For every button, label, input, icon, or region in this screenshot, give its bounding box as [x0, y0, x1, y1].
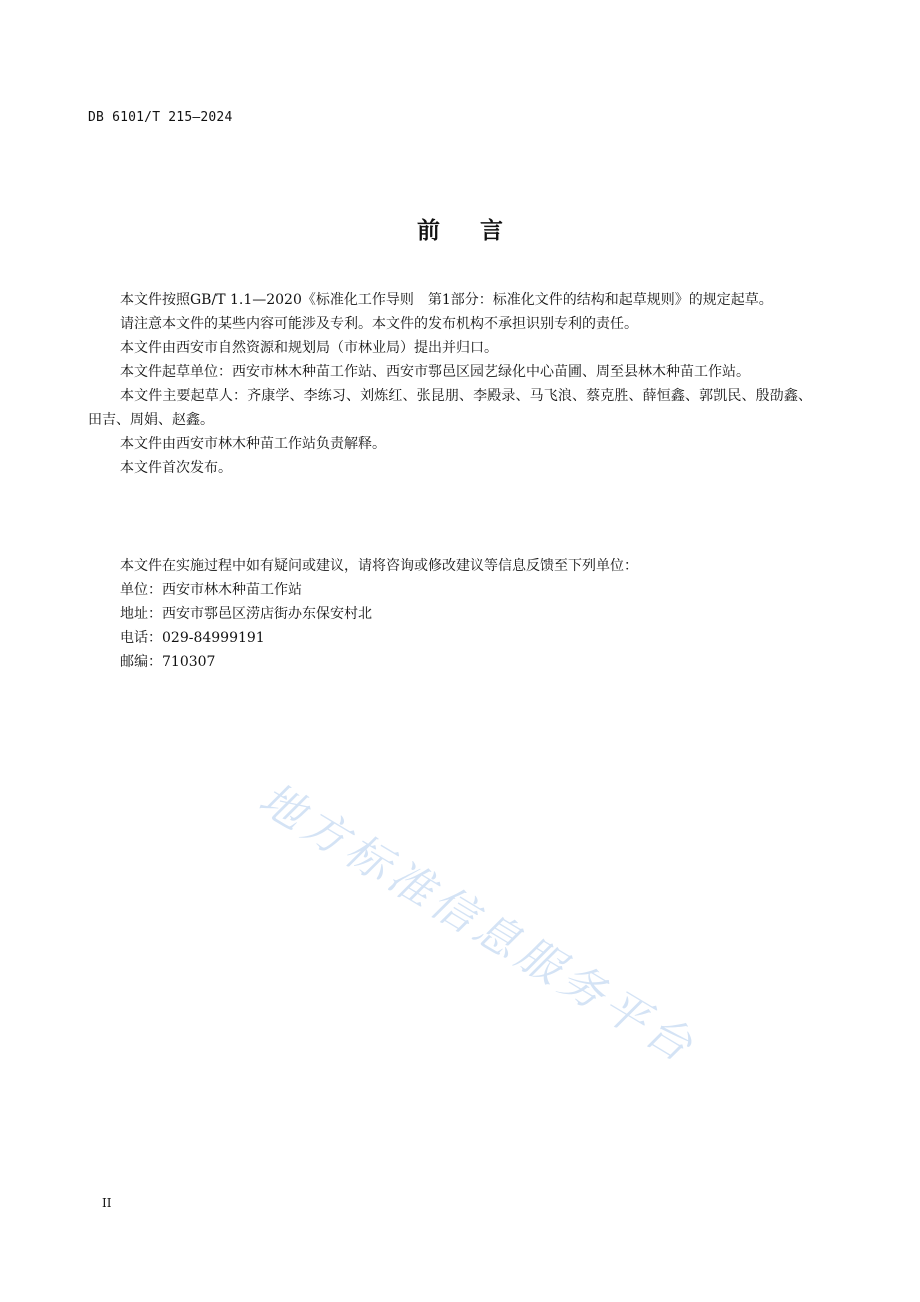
feedback-address: 地址：西安市鄠邑区涝店街办东保安村北 — [120, 606, 372, 622]
paragraph-proposer: 本文件由西安市自然资源和规划局（市林业局）提出并归口。 — [120, 340, 498, 356]
watermark-text: 地方标准信息服务平台 — [250, 773, 706, 1075]
paragraph-drafters: 本文件主要起草人：齐康学、李练习、刘炼红、张昆朋、李殿录、马飞浪、蔡克胜、薛恒鑫、郭凯民、殷劭鑫、田吉、周娟、赵鑫。 — [88, 388, 812, 428]
paragraph-drafting-rules: 本文件按照GB/T 1.1—2020《标准化工作导则 第1部分：标准化文件的结构和起草规则》的规定起草。 — [120, 292, 773, 308]
feedback-postcode: 邮编：710307 — [120, 654, 216, 670]
feedback-unit: 单位：西安市林木种苗工作站 — [120, 582, 302, 598]
paragraph-interpretation: 本文件由西安市林木种苗工作站负责解释。 — [120, 436, 386, 452]
preface-body — [88, 288, 812, 480]
page-title: 前言 — [417, 218, 543, 244]
feedback-section — [88, 554, 812, 674]
document-code: DB 6101/T 215—2024 — [88, 110, 233, 125]
page-number: II — [102, 1196, 112, 1210]
paragraph-patent-notice: 请注意本文件的某些内容可能涉及专利。本文件的发布机构不承担识别专利的责任。 — [120, 316, 638, 332]
feedback-phone: 电话：029-84999191 — [120, 630, 265, 646]
feedback-intro: 本文件在实施过程中如有疑问或建议，请将咨询或修改建议等信息反馈至下列单位： — [120, 558, 638, 574]
paragraph-drafting-units: 本文件起草单位：西安市林木种苗工作站、西安市鄠邑区园艺绿化中心苗圃、周至县林木种苗工作站。 — [120, 364, 750, 380]
paragraph-first-release: 本文件首次发布。 — [120, 460, 232, 476]
